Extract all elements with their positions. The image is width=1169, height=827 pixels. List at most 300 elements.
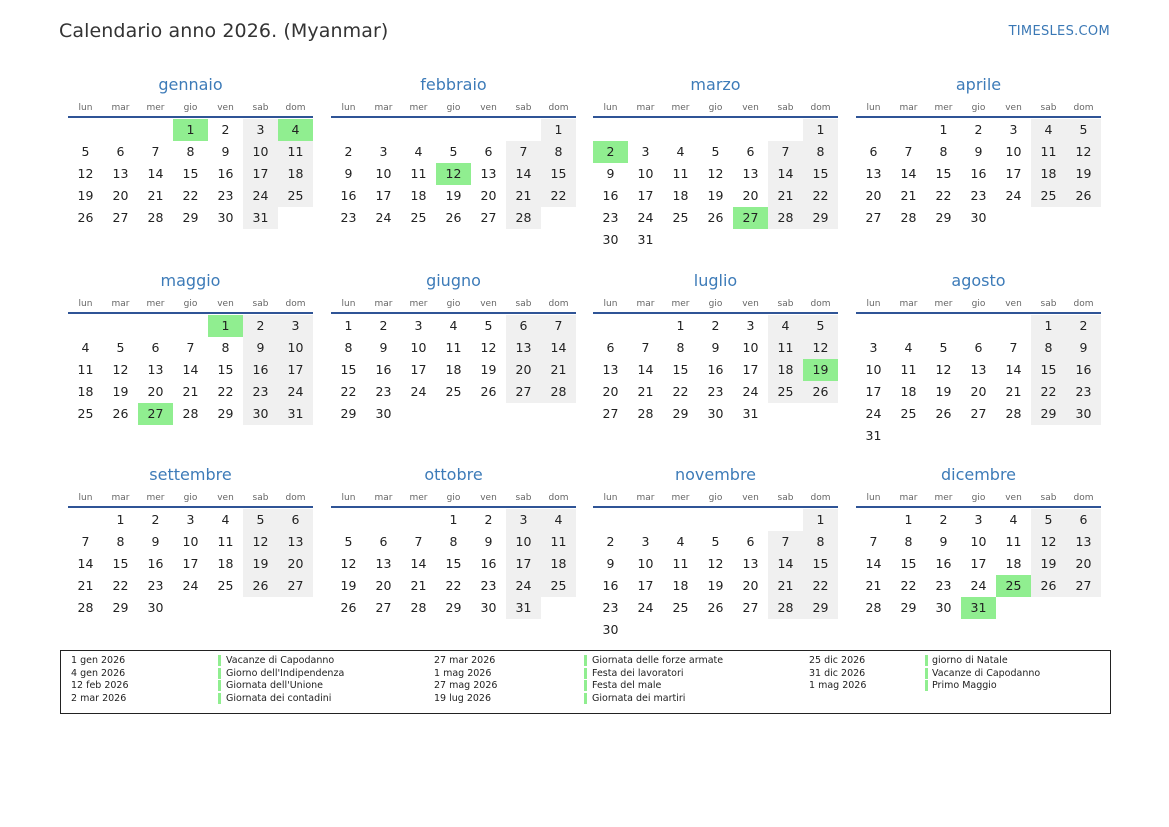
weekday-label: sab <box>1040 493 1057 503</box>
day-cell: 14 <box>900 166 917 181</box>
day-cell: 24 <box>506 575 541 597</box>
day-cell: 16 <box>602 578 619 593</box>
weekday-label: dom <box>1073 299 1094 309</box>
site-link[interactable]: TIMESLES.COM <box>1008 24 1110 39</box>
day-cell: 11 <box>672 166 689 181</box>
day-cell: 9 <box>711 340 720 355</box>
day-cell: 30 <box>602 622 619 637</box>
day-cell: 25 <box>445 384 462 399</box>
weekday-label: mar <box>636 103 655 113</box>
legend-date: 19 lug 2026 <box>434 692 491 704</box>
day-cell: 30 <box>707 406 724 421</box>
legend-holiday-name: Vacanze di Capodanno <box>932 667 1041 679</box>
day-cell: 26 <box>112 406 129 421</box>
day-cell: 18 <box>672 188 689 203</box>
day-cell: 13 <box>970 362 987 377</box>
day-cell: 12 <box>112 362 129 377</box>
day-cell: 16 <box>970 166 987 181</box>
header-rule <box>593 116 838 118</box>
day-cell: 27 <box>865 210 882 225</box>
weekday-label: ven <box>480 103 497 113</box>
day-cell: 27 <box>112 210 129 225</box>
day-cell: 4 <box>676 144 685 159</box>
day-cell: 7 <box>81 534 90 549</box>
day-cell: 12 <box>803 337 838 359</box>
day-cell: 25 <box>672 600 689 615</box>
holiday-day-cell: 1 <box>173 119 208 141</box>
day-cell: 5 <box>711 534 720 549</box>
header-rule <box>593 506 838 508</box>
day-cell: 6 <box>484 144 493 159</box>
day-cell: 28 <box>506 207 541 229</box>
day-cell: 1 <box>803 119 838 141</box>
weekday-label: dom <box>1073 103 1094 113</box>
day-cell: 18 <box>278 163 313 185</box>
day-cell: 10 <box>410 340 427 355</box>
day-cell: 27 <box>602 406 619 421</box>
day-cell: 7 <box>768 531 803 553</box>
day-cell: 17 <box>182 556 199 571</box>
day-cell: 5 <box>484 318 493 333</box>
day-cell: 30 <box>970 210 987 225</box>
day-cell: 19 <box>1031 553 1066 575</box>
weekday-label: mer <box>934 299 953 309</box>
header-rule <box>856 116 1101 118</box>
day-cell: 12 <box>935 362 952 377</box>
header-rule <box>593 312 838 314</box>
day-cell: 10 <box>742 340 759 355</box>
weekday-header <box>593 493 838 505</box>
weekday-label: mer <box>409 299 428 309</box>
day-cell: 5 <box>939 340 948 355</box>
day-cell: 21 <box>541 359 576 381</box>
day-cell: 12 <box>1031 531 1066 553</box>
weekday-label: dom <box>1073 493 1094 503</box>
day-cell: 23 <box>1066 381 1101 403</box>
month-name: agosto <box>951 271 1006 290</box>
legend-dates-column <box>71 655 129 705</box>
day-cell: 21 <box>182 384 199 399</box>
weekday-label: mar <box>636 299 655 309</box>
day-cell: 13 <box>1066 531 1101 553</box>
day-cell: 14 <box>410 556 427 571</box>
holiday-day-cell: 27 <box>733 207 768 229</box>
day-cell: 27 <box>1066 575 1101 597</box>
day-cell: 2 <box>939 512 948 527</box>
day-cell: 22 <box>541 185 576 207</box>
day-cell: 7 <box>151 144 160 159</box>
weekday-label: dom <box>548 299 569 309</box>
weekday-label: ven <box>217 103 234 113</box>
weekday-label: mer <box>146 103 165 113</box>
day-cell: 16 <box>243 359 278 381</box>
day-cell: 20 <box>602 384 619 399</box>
day-cell: 15 <box>182 166 199 181</box>
day-cell: 14 <box>147 166 164 181</box>
day-cell: 26 <box>243 575 278 597</box>
day-cell: 3 <box>641 144 650 159</box>
day-cell: 21 <box>900 188 917 203</box>
day-cell: 31 <box>506 597 541 619</box>
day-cell: 9 <box>243 337 278 359</box>
day-cell: 2 <box>344 144 353 159</box>
day-cell: 4 <box>414 144 423 159</box>
day-cell: 26 <box>707 210 724 225</box>
month-name: maggio <box>160 271 221 290</box>
day-cell: 5 <box>449 144 458 159</box>
day-cell: 25 <box>217 578 234 593</box>
day-cell: 8 <box>541 141 576 163</box>
day-cell: 3 <box>243 119 278 141</box>
weekday-label: dom <box>810 299 831 309</box>
day-cell: 20 <box>278 553 313 575</box>
month-name: marzo <box>690 75 741 94</box>
day-cell: 21 <box>768 575 803 597</box>
day-cell: 16 <box>707 362 724 377</box>
day-cell: 17 <box>506 553 541 575</box>
day-cell: 20 <box>506 359 541 381</box>
day-cell: 11 <box>900 362 917 377</box>
day-cell: 28 <box>1005 406 1022 421</box>
day-cell: 23 <box>602 210 619 225</box>
day-cell: 9 <box>484 534 493 549</box>
day-cell: 17 <box>742 362 759 377</box>
day-cell: 21 <box>410 578 427 593</box>
day-cell: 11 <box>77 362 94 377</box>
day-cell: 7 <box>768 141 803 163</box>
day-cell: 12 <box>340 556 357 571</box>
day-cell: 1 <box>449 512 458 527</box>
weekday-header <box>331 299 576 311</box>
day-cell: 18 <box>217 556 234 571</box>
weekday-label: gio <box>446 493 461 503</box>
weekday-label: dom <box>548 103 569 113</box>
day-cell: 4 <box>1009 512 1018 527</box>
day-cell: 31 <box>742 406 759 421</box>
day-cell: 18 <box>77 384 94 399</box>
day-cell: 10 <box>506 531 541 553</box>
day-cell: 13 <box>865 166 882 181</box>
day-cell: 2 <box>151 512 160 527</box>
day-cell: 10 <box>1005 144 1022 159</box>
day-cell: 29 <box>1031 403 1066 425</box>
day-cell: 3 <box>186 512 195 527</box>
day-cell: 8 <box>449 534 458 549</box>
day-cell: 12 <box>1066 141 1101 163</box>
day-cell: 10 <box>637 166 654 181</box>
day-cell: 30 <box>147 600 164 615</box>
day-cell: 12 <box>707 166 724 181</box>
legend-color-bars <box>584 655 587 705</box>
holiday-day-cell: 12 <box>436 163 471 185</box>
legend-date: 1 mag 2026 <box>809 680 867 692</box>
day-cell: 7 <box>641 340 650 355</box>
day-cell: 14 <box>637 362 654 377</box>
day-cell: 15 <box>340 362 357 377</box>
weekday-label: mar <box>899 493 918 503</box>
day-cell: 3 <box>869 340 878 355</box>
legend-date: 25 dic 2026 <box>809 655 866 666</box>
day-cell: 8 <box>803 141 838 163</box>
day-cell: 30 <box>480 600 497 615</box>
day-cell: 10 <box>182 534 199 549</box>
weekday-label: sab <box>252 493 269 503</box>
weekday-label: ven <box>1005 493 1022 503</box>
day-cell: 10 <box>970 534 987 549</box>
day-cell: 11 <box>278 141 313 163</box>
weekday-label: lun <box>603 103 618 113</box>
day-cell: 9 <box>606 556 615 571</box>
day-cell: 28 <box>410 600 427 615</box>
day-cell: 20 <box>375 578 392 593</box>
day-cell: 2 <box>974 122 983 137</box>
header-rule <box>68 116 313 118</box>
day-cell: 23 <box>243 381 278 403</box>
weekday-label: gio <box>708 299 723 309</box>
legend-holiday-name: Giornata dei martiri <box>592 692 686 704</box>
day-cell: 2 <box>484 512 493 527</box>
day-cell: 3 <box>641 534 650 549</box>
day-cell: 11 <box>1005 534 1022 549</box>
day-cell: 14 <box>77 556 94 571</box>
weekday-label: dom <box>548 493 569 503</box>
month-name: dicembre <box>940 465 1017 484</box>
day-cell: 5 <box>1031 509 1066 531</box>
day-cell: 6 <box>278 509 313 531</box>
day-cell: 8 <box>1031 337 1066 359</box>
weekday-label: lun <box>78 493 93 503</box>
weekday-label: sab <box>777 299 794 309</box>
legend-swatch <box>584 680 587 691</box>
day-cell: 18 <box>672 578 689 593</box>
legend-date: 27 mar 2026 <box>434 655 496 666</box>
day-cell: 19 <box>340 578 357 593</box>
weekday-label: sab <box>1040 299 1057 309</box>
day-cell: 11 <box>541 531 576 553</box>
day-cell: 23 <box>480 578 497 593</box>
day-cell: 24 <box>637 210 654 225</box>
day-cell: 21 <box>768 185 803 207</box>
day-cell: 3 <box>414 318 423 333</box>
day-cell: 15 <box>445 556 462 571</box>
day-cell: 26 <box>480 384 497 399</box>
day-cell: 30 <box>1066 403 1101 425</box>
day-cell: 11 <box>672 556 689 571</box>
day-cell: 31 <box>637 232 654 247</box>
day-cell: 19 <box>445 188 462 203</box>
day-cell: 19 <box>1066 163 1101 185</box>
day-cell: 1 <box>676 318 685 333</box>
weekday-label: mer <box>409 493 428 503</box>
day-cell: 14 <box>768 553 803 575</box>
weekday-label: ven <box>1005 103 1022 113</box>
weekday-label: mer <box>146 493 165 503</box>
day-cell: 20 <box>970 384 987 399</box>
legend-swatch <box>218 680 221 691</box>
day-cell: 25 <box>900 406 917 421</box>
day-cell: 11 <box>217 534 234 549</box>
day-cell: 24 <box>970 578 987 593</box>
day-cell: 10 <box>243 141 278 163</box>
day-cell: 13 <box>506 337 541 359</box>
legend-date: 12 feb 2026 <box>71 680 129 692</box>
day-cell: 19 <box>112 384 129 399</box>
day-cell: 17 <box>243 163 278 185</box>
day-cell: 3 <box>506 509 541 531</box>
day-cell: 21 <box>147 188 164 203</box>
day-cell: 29 <box>900 600 917 615</box>
day-cell: 22 <box>672 384 689 399</box>
legend-date: 1 gen 2026 <box>71 655 126 666</box>
weekday-label: gio <box>708 103 723 113</box>
day-cell: 14 <box>506 163 541 185</box>
weekday-header <box>856 299 1101 311</box>
day-cell: 22 <box>112 578 129 593</box>
day-cell: 25 <box>768 381 803 403</box>
day-cell: 18 <box>541 553 576 575</box>
weekday-label: sab <box>1040 103 1057 113</box>
weekday-label: mer <box>671 299 690 309</box>
day-cell: 15 <box>217 362 234 377</box>
day-cell: 29 <box>803 207 838 229</box>
day-cell: 24 <box>243 185 278 207</box>
day-cell: 28 <box>865 600 882 615</box>
month-name: giugno <box>426 271 481 290</box>
month-name: gennaio <box>158 75 223 94</box>
weekday-label: ven <box>217 299 234 309</box>
day-cell: 5 <box>243 509 278 531</box>
holiday-legend <box>60 650 1111 714</box>
day-cell: 2 <box>221 122 230 137</box>
weekday-label: mar <box>636 493 655 503</box>
day-cell: 29 <box>182 210 199 225</box>
header-rule <box>68 312 313 314</box>
day-cell: 5 <box>1066 119 1101 141</box>
day-cell: 30 <box>375 406 392 421</box>
weekday-label: mar <box>899 299 918 309</box>
day-cell: 29 <box>445 600 462 615</box>
weekday-label: gio <box>183 493 198 503</box>
day-cell: 28 <box>768 207 803 229</box>
weekday-header <box>593 299 838 311</box>
day-cell: 29 <box>935 210 952 225</box>
day-cell: 17 <box>865 384 882 399</box>
weekday-label: ven <box>1005 299 1022 309</box>
day-cell: 25 <box>672 210 689 225</box>
day-cell: 23 <box>970 188 987 203</box>
day-cell: 6 <box>746 534 755 549</box>
weekday-header <box>68 493 313 505</box>
weekday-label: mer <box>409 103 428 113</box>
day-cell: 13 <box>742 556 759 571</box>
day-cell: 4 <box>221 512 230 527</box>
day-cell: 26 <box>707 600 724 615</box>
day-cell: 22 <box>217 384 234 399</box>
day-cell: 26 <box>1066 185 1101 207</box>
holiday-day-cell: 4 <box>278 119 313 141</box>
day-cell: 30 <box>243 403 278 425</box>
day-cell: 29 <box>803 597 838 619</box>
day-cell: 11 <box>768 337 803 359</box>
day-cell: 11 <box>410 166 427 181</box>
day-cell: 4 <box>1031 119 1066 141</box>
day-cell: 24 <box>410 384 427 399</box>
day-cell: 23 <box>375 384 392 399</box>
day-cell: 4 <box>81 340 90 355</box>
weekday-label: mer <box>934 103 953 113</box>
weekday-label: sab <box>777 103 794 113</box>
day-cell: 25 <box>541 575 576 597</box>
weekday-label: ven <box>742 299 759 309</box>
day-cell: 4 <box>904 340 913 355</box>
legend-holiday-name: Primo Maggio <box>932 680 997 692</box>
weekday-header <box>68 103 313 115</box>
day-cell: 3 <box>1009 122 1018 137</box>
day-cell: 8 <box>676 340 685 355</box>
holiday-day-cell: 1 <box>208 315 243 337</box>
day-cell: 16 <box>935 556 952 571</box>
weekday-label: gio <box>183 299 198 309</box>
day-cell: 2 <box>243 315 278 337</box>
day-cell: 19 <box>480 362 497 377</box>
day-cell: 24 <box>1005 188 1022 203</box>
day-cell: 17 <box>1005 166 1022 181</box>
day-cell: 18 <box>1031 163 1066 185</box>
page-title: Calendario anno 2026. (Myanmar) <box>59 20 389 42</box>
day-cell: 23 <box>147 578 164 593</box>
day-cell: 15 <box>900 556 917 571</box>
day-cell: 5 <box>344 534 353 549</box>
day-cell: 6 <box>116 144 125 159</box>
day-cell: 24 <box>742 384 759 399</box>
day-cell: 7 <box>541 315 576 337</box>
day-cell: 26 <box>445 210 462 225</box>
day-cell: 26 <box>77 210 94 225</box>
day-cell: 7 <box>506 141 541 163</box>
holiday-day-cell: 19 <box>803 359 838 381</box>
legend-names-column <box>592 655 723 705</box>
legend-date: 1 mag 2026 <box>434 667 492 679</box>
legend-date: 4 gen 2026 <box>71 667 126 679</box>
day-cell: 22 <box>1031 381 1066 403</box>
day-cell: 22 <box>900 578 917 593</box>
weekday-label: gio <box>971 493 986 503</box>
legend-swatch <box>584 655 587 666</box>
day-cell: 17 <box>970 556 987 571</box>
weekday-header <box>856 103 1101 115</box>
legend-names-column <box>932 655 1040 693</box>
day-cell: 26 <box>935 406 952 421</box>
weekday-label: lun <box>78 103 93 113</box>
weekday-header <box>68 299 313 311</box>
day-cell: 8 <box>344 340 353 355</box>
day-cell: 22 <box>182 188 199 203</box>
header-rule <box>331 312 576 314</box>
day-cell: 15 <box>541 163 576 185</box>
day-cell: 9 <box>344 166 353 181</box>
day-cell: 9 <box>379 340 388 355</box>
weekday-label: ven <box>742 493 759 503</box>
day-cell: 14 <box>541 337 576 359</box>
legend-date: 2 mar 2026 <box>71 692 127 704</box>
legend-names-column <box>226 655 344 705</box>
day-cell: 19 <box>243 553 278 575</box>
day-cell: 8 <box>186 144 195 159</box>
weekday-header <box>593 103 838 115</box>
day-cell: 25 <box>410 210 427 225</box>
weekday-label: gio <box>446 103 461 113</box>
holiday-day-cell: 27 <box>138 403 173 425</box>
